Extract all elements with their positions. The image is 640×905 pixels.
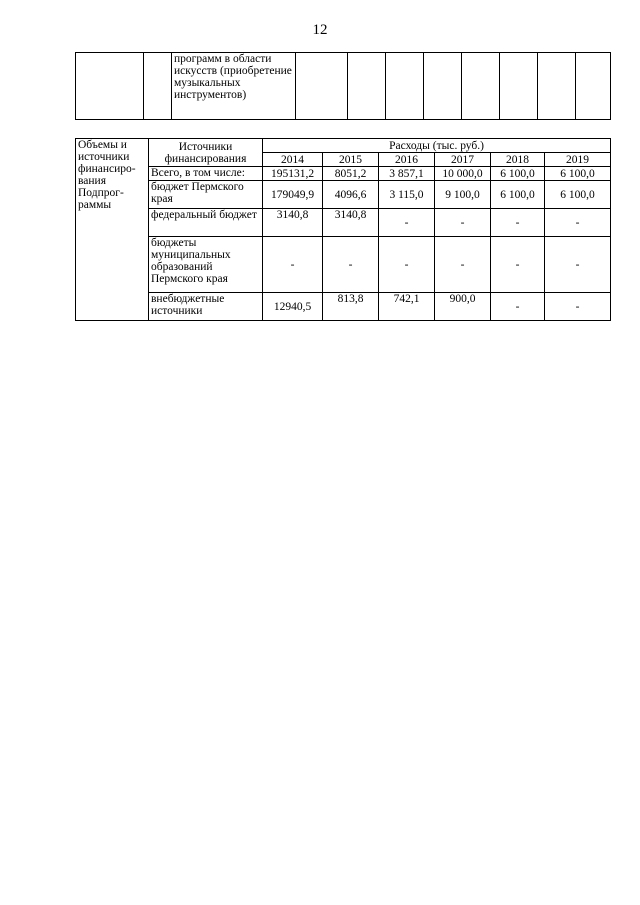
value-cell: 6 100,0 bbox=[545, 181, 611, 209]
value-cell: 742,1 bbox=[379, 293, 435, 321]
value-cell: - bbox=[379, 237, 435, 293]
value-cell: - bbox=[435, 209, 491, 237]
value-cell: 179049,9 bbox=[263, 181, 323, 209]
value-cell: - bbox=[435, 237, 491, 293]
value-cell: 195131,2 bbox=[263, 167, 323, 181]
value-cell: 6 100,0 bbox=[491, 167, 545, 181]
empty-cell bbox=[386, 53, 424, 120]
value-cell: - bbox=[491, 237, 545, 293]
table-row bbox=[76, 293, 611, 321]
empty-cell bbox=[296, 53, 348, 120]
empty-cell bbox=[348, 53, 386, 120]
row-label: бюджеты муниципальных образований Пермского края bbox=[149, 237, 263, 293]
row-label: федеральный бюджет bbox=[149, 209, 263, 237]
empty-cell bbox=[576, 53, 611, 120]
header-row bbox=[76, 139, 611, 153]
value-cell: 813,8 bbox=[323, 293, 379, 321]
row-label: внебюджетные источники bbox=[149, 293, 263, 321]
continuation-row bbox=[76, 53, 611, 120]
value-cell: - bbox=[263, 237, 323, 293]
value-cell: - bbox=[545, 237, 611, 293]
value-cell: 3140,8 bbox=[263, 209, 323, 237]
value-cell: 900,0 bbox=[435, 293, 491, 321]
value-cell: - bbox=[323, 237, 379, 293]
year-header: 2017 bbox=[435, 153, 491, 167]
value-cell: 4096,6 bbox=[323, 181, 379, 209]
value-cell: 9 100,0 bbox=[435, 181, 491, 209]
value-cell: - bbox=[491, 209, 545, 237]
year-header: 2015 bbox=[323, 153, 379, 167]
value-cell: 8051,2 bbox=[323, 167, 379, 181]
table-row bbox=[76, 209, 611, 237]
value-cell: - bbox=[545, 209, 611, 237]
empty-cell bbox=[76, 53, 144, 120]
measure-description-cell: программ в области искусств (приобретение музыкальных инструментов) bbox=[172, 53, 296, 120]
value-cell: 6 100,0 bbox=[491, 181, 545, 209]
year-header: 2018 bbox=[491, 153, 545, 167]
value-cell: 10 000,0 bbox=[435, 167, 491, 181]
value-cell: - bbox=[491, 293, 545, 321]
value-cell: 3 115,0 bbox=[379, 181, 435, 209]
row-label: Всего, в том числе: bbox=[149, 167, 263, 181]
table-row bbox=[76, 167, 611, 181]
value-cell: - bbox=[545, 293, 611, 321]
empty-cell bbox=[500, 53, 538, 120]
empty-cell bbox=[462, 53, 500, 120]
value-cell: 12940,5 bbox=[263, 293, 323, 321]
value-cell: 3 857,1 bbox=[379, 167, 435, 181]
row-label: бюджет Пермского края bbox=[149, 181, 263, 209]
empty-cell bbox=[424, 53, 462, 120]
value-cell: 6 100,0 bbox=[545, 167, 611, 181]
continuation-table bbox=[75, 52, 611, 120]
sources-header: Источники финансирования bbox=[149, 139, 263, 167]
year-header: 2019 bbox=[545, 153, 611, 167]
empty-cell bbox=[144, 53, 172, 120]
financing-table bbox=[75, 138, 611, 321]
value-cell: - bbox=[379, 209, 435, 237]
year-header: 2016 bbox=[379, 153, 435, 167]
year-header: 2014 bbox=[263, 153, 323, 167]
table-row bbox=[76, 181, 611, 209]
table-row bbox=[76, 237, 611, 293]
section-label-cell: Объемы и источники финансиро-вания Подпрог-раммы bbox=[76, 139, 149, 321]
empty-cell bbox=[538, 53, 576, 120]
value-cell: 3140,8 bbox=[323, 209, 379, 237]
expenses-header: Расходы (тыс. руб.) bbox=[263, 139, 611, 153]
page-number: 12 bbox=[312, 22, 328, 38]
